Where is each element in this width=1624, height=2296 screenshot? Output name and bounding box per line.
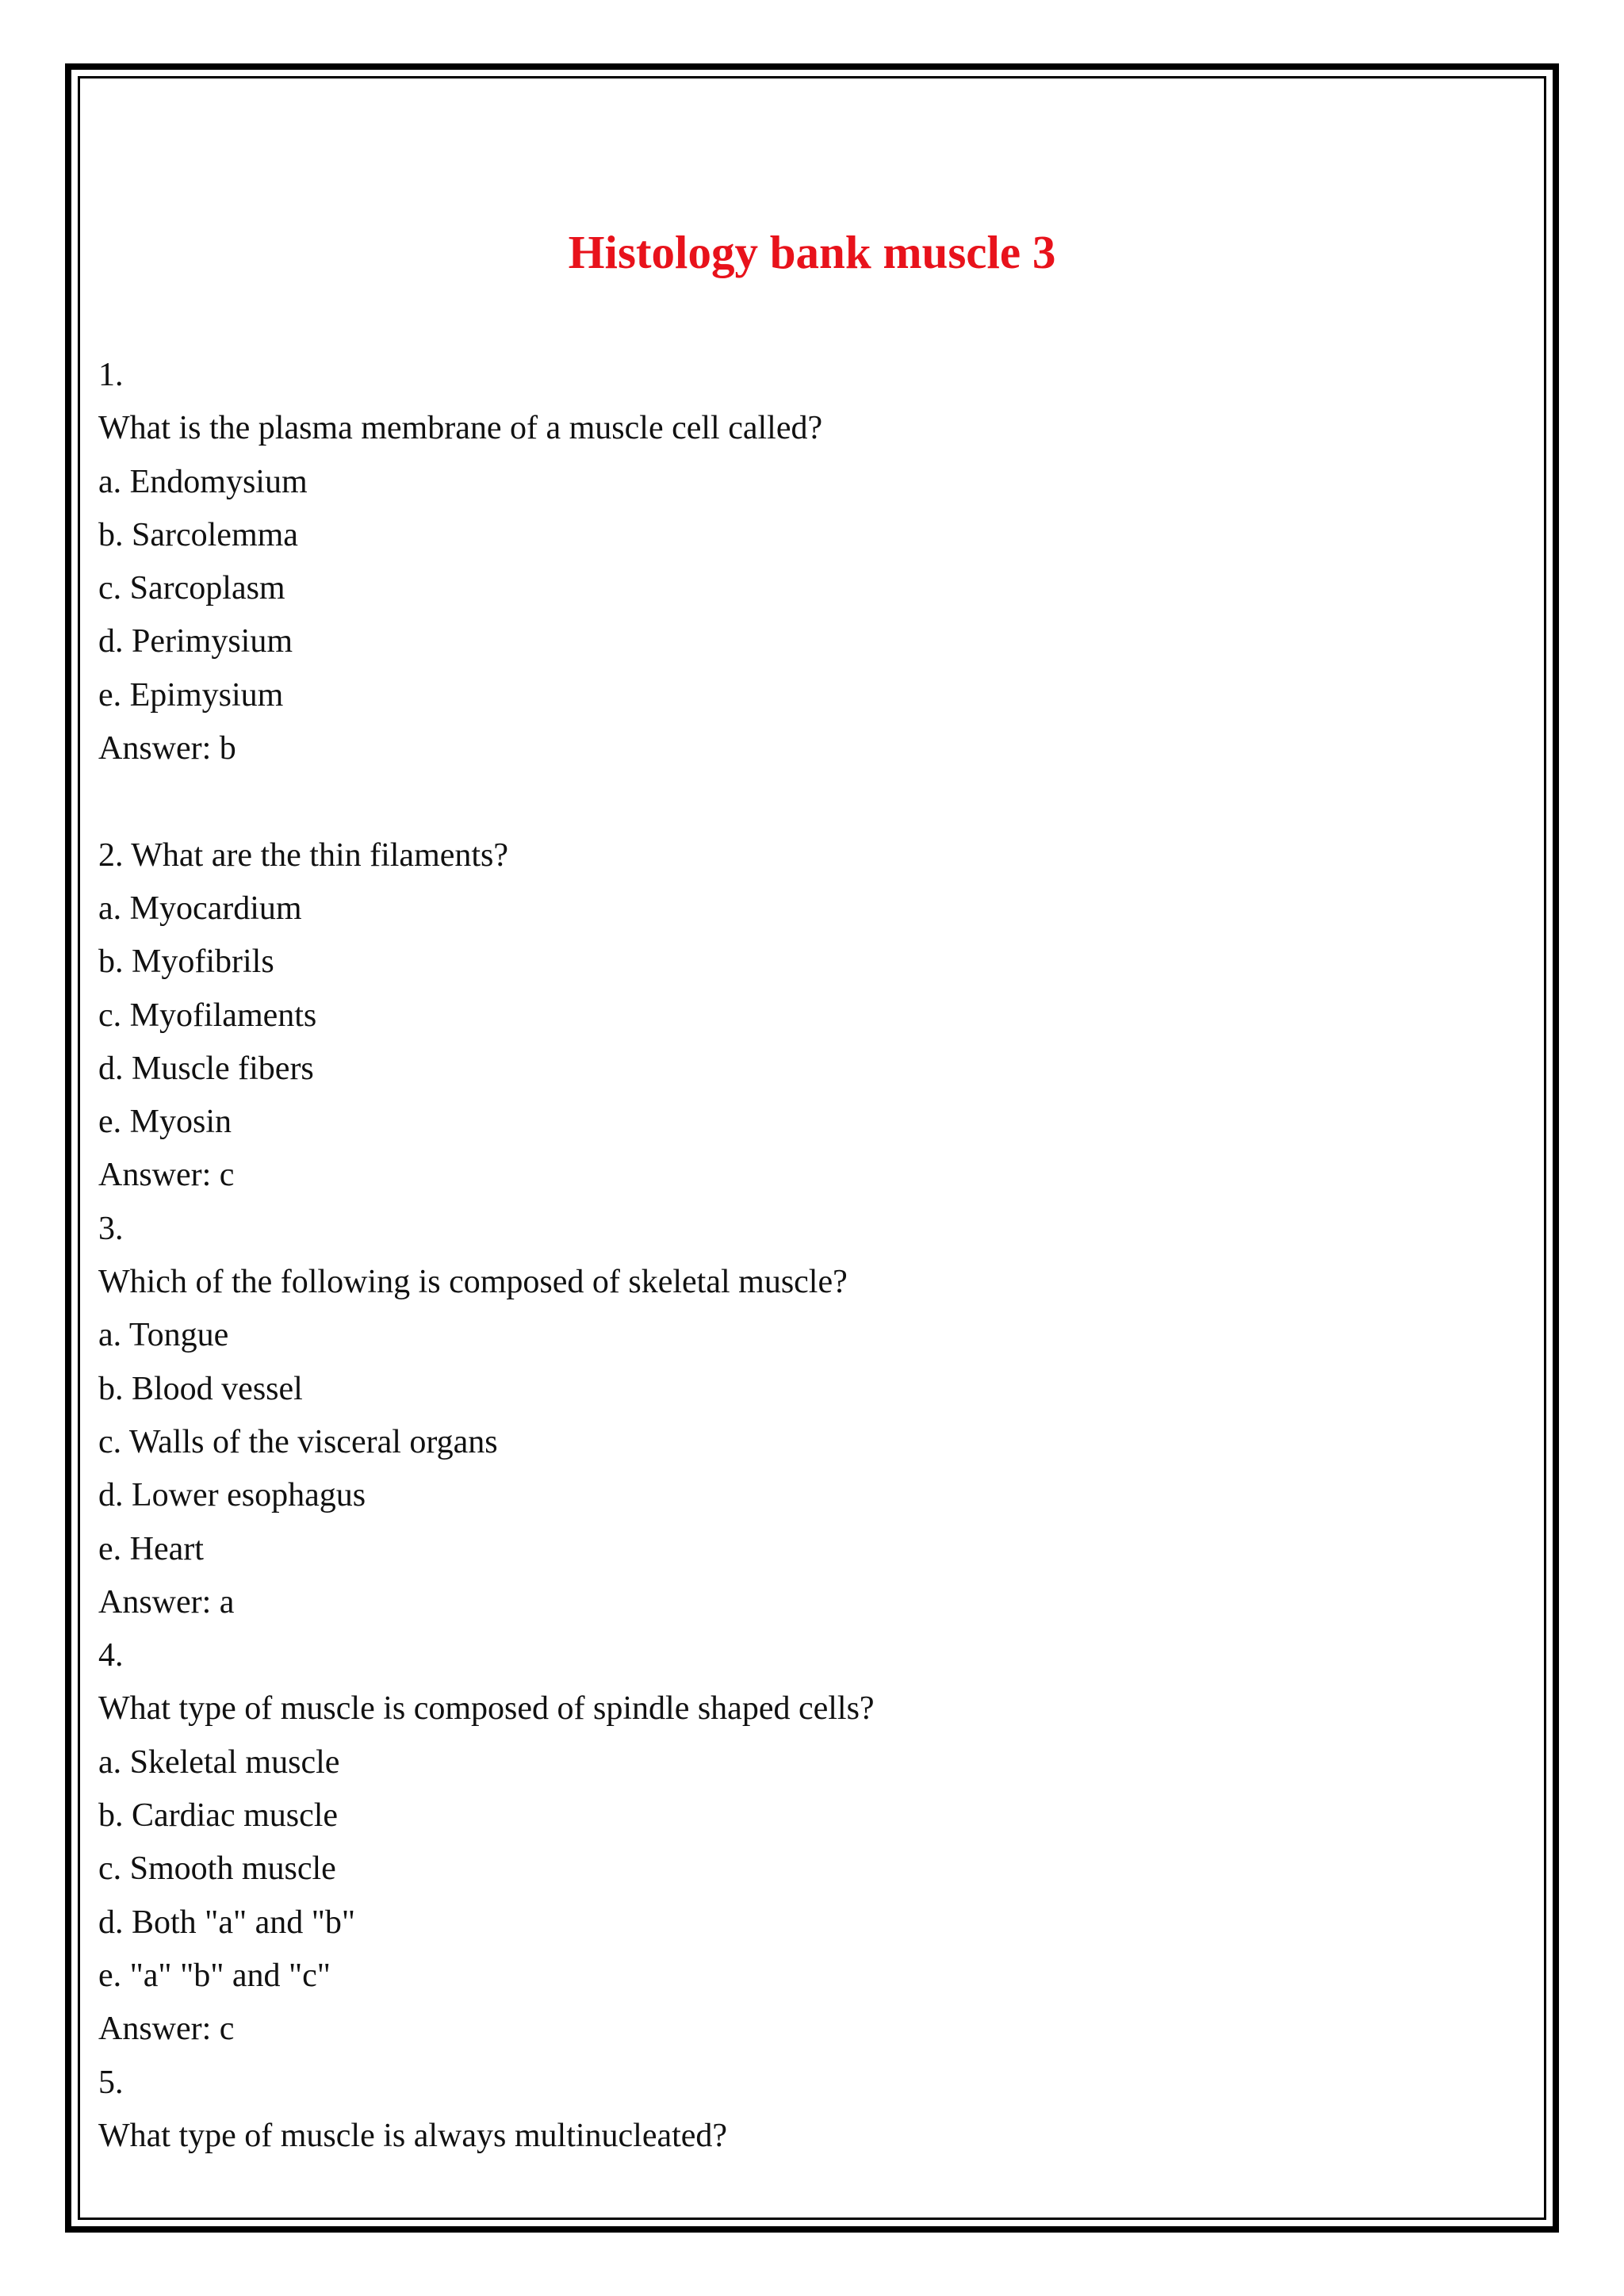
question-text: 2. What are the thin filaments? [98,836,509,874]
question-text: What is the plasma membrane of a muscle cell called? [98,410,823,447]
answer-option: b. Myofibrils [98,943,274,981]
answer-option: d. Perimysium [98,623,293,660]
answer-option: d. Both "a" and "b" [98,1904,356,1941]
question-number: 3. [98,1210,124,1247]
answer-option: d. Muscle fibers [98,1050,314,1087]
answer-key: Answer: b [98,730,236,767]
answer-option: e. "a" "b" and "c" [98,1957,331,1994]
answer-option: e. Myosin [98,1104,232,1141]
answer-option: c. Smooth muscle [98,1850,336,1888]
page-title: Histology bank muscle 3 [568,226,1056,278]
answer-key: Answer: c [98,2011,235,2048]
question-text: What type of muscle is always multinucleated? [98,2117,728,2154]
answer-option: a. Endomysium [98,463,308,500]
answer-option: b. Sarcolemma [98,516,298,553]
answer-option: e. Heart [98,1530,204,1567]
answer-option: d. Lower esophagus [98,1477,366,1514]
answer-option: b. Blood vessel [98,1370,303,1407]
blank-line [98,775,1510,828]
question-text: What type of muscle is composed of spindle shaped cells? [98,1690,875,1728]
question-block [98,829,1510,1203]
answer-option: b. Cardiac muscle [98,1797,339,1835]
answer-option: c. Walls of the visceral organs [98,1423,498,1460]
answer-key: Answer: a [98,1583,235,1621]
answer-option: c. Myofilaments [98,997,317,1034]
question-block [98,349,1510,775]
answer-key: Answer: c [98,1157,235,1194]
answer-option: a. Myocardium [98,890,302,927]
question-number: 5. [98,2064,124,2101]
answer-option: c. Sarcoplasm [98,570,285,607]
question-list [98,349,1510,2163]
question-block [98,1203,1510,1629]
answer-option: e. Epimysium [98,676,284,714]
question-block [98,1629,1510,2056]
question-number: 4. [98,1637,124,1674]
answer-option: a. Tongue [98,1317,229,1354]
answer-option: a. Skeletal muscle [98,1743,340,1781]
question-number: 1. [98,357,124,393]
question-text: Which of the following is composed of skeletal muscle? [98,1264,848,1301]
question-block [98,2057,1510,2164]
